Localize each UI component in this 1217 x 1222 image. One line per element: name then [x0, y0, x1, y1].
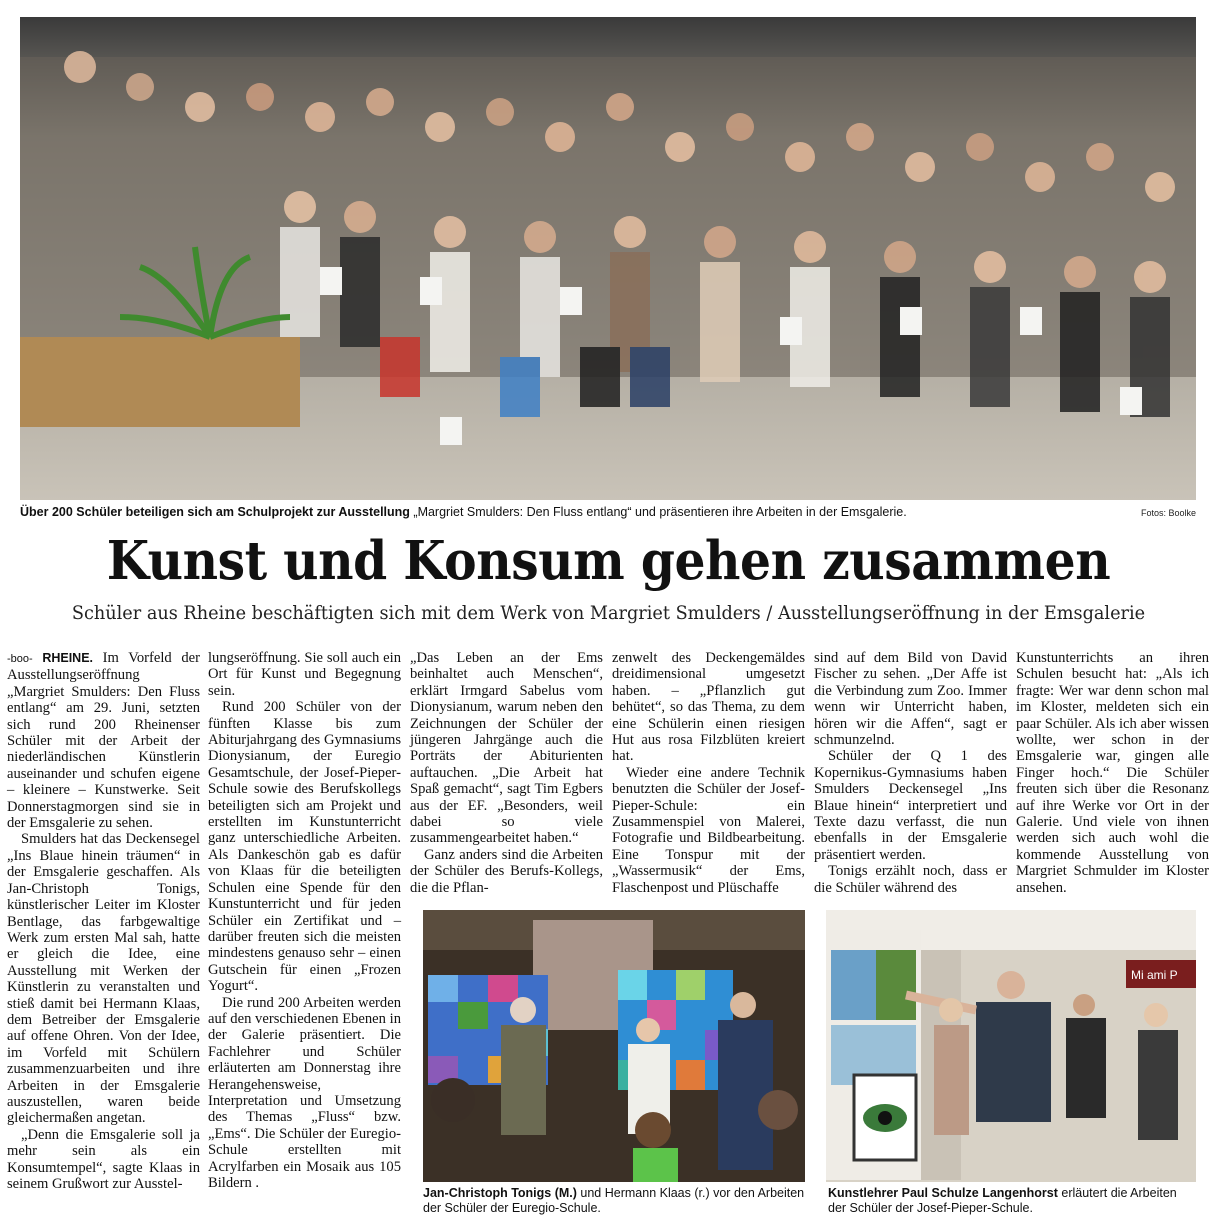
col4-para-1: zenwelt des Deckengemäldes dreidimensional umgesetzt haben. – „Pflanzlich gut behütet“, so das Thema, zu dem eine Schülerin einen riesigen Hut aus rosa Filzblüten kreiert hat. [612, 650, 805, 765]
col1-text-1: Im Vorfeld der Ausstellungseröffnung „Margriet Smulders: Den Fluss entlang“ am 29. Juni, setzten sich rund 200 Rheinenser Schüler mit der Arbeit der niederländischen Künstlerin auseinander und schufen eigene – kleinere – Kunstwerke. Seit Donnerstagmorgen sind sie in der Emsgalerie zu sehen. [7, 650, 200, 832]
subheadline: Schüler aus Rheine beschäftigten sich mit dem Werk von Margriet Smulders / Ausstellungseröffnung in der Emsgalerie [71, 602, 1146, 624]
article-column-2 [208, 650, 401, 1191]
photo-euregio-schule [423, 910, 805, 1182]
col2-para-3: Die rund 200 Arbeiten werden auf den verschiedenen Ebenen in der Galerie präsentiert. Die Fachlehrer und Schüler erläuterten am Donnerstag ihre Herangehensweise, Interpretation und Umsetzung des Themas „Fluss“ bzw. „Ems“. Die Schüler der Euregio-Schule erstellten mit Acrylfarben ein Mosaik aus 105 Bildern . [208, 994, 401, 1191]
article-column-4 [612, 650, 805, 896]
article-column-6 [1016, 650, 1209, 896]
main-caption-bold: Über 200 Schüler beteiligen sich am Schulprojekt zur Ausstellung [20, 505, 410, 519]
main-photo-caption [20, 505, 1020, 520]
col1-para-1 [7, 650, 200, 831]
col6-para-1: Kunstunterrichts an ihren Schulen besucht hat: „Als ich fragte: Wer war denn schon mal im Kloster, meldeten sich ein paar Schüler. Als ich aber wissen wollte, wer schon in der Emsgalerie war, gingen alle Finger hoch.“ Die Schüler freuten sich über die Resonanz auf ihre Werke vor Ort in der Galerie. Und viele von ihnen werden sich auch wohl die kommende Ausstellung von Margriet Schmulder im Kloster ansehen. [1016, 650, 1209, 896]
author-tag: -boo- [7, 653, 33, 665]
photo3-caption-bold: Kunstlehrer Paul Schulze Langenhorst [828, 1186, 1058, 1200]
col2-para-2: Rund 200 Schüler von der fünften Klasse bis zum Abiturjahrgang des Gymnasiums Dionysianum, der Euregio Gesamtschule, der Josef-Pieper-Schule sowie des Berufskollegs beteiligten sich am Projekt und erstellten im Kunstunterricht ganz unterschiedliche Arbeiten. Als Dankeschön gab es dafür von Klaas für die beteiligten Schulen eine Spende für den Kunstunterricht und für jeden Schüler ein Zertifikat und – darüber freuten sich die meisten mindestens genauso sehr – einen Gutschein für einen „Frozen Yogurt“. [208, 699, 401, 995]
col4-para-2: Wieder eine andere Technik benutzten die Schüler der Josef-Pieper-Schule: ein Zusammenspiel von Malerei, Fotografie und Bildbearbeitung. Eine Tonspur mit der „Wassermusik“ der Ems, Flaschenpost und Plüschaffe [612, 764, 805, 896]
photo-josef-pieper-schule [826, 910, 1196, 1182]
photo3-caption [828, 1186, 1198, 1216]
article-column-1 [7, 650, 200, 1192]
col3-para-1: „Das Leben an der Ems beinhaltet auch Menschen“, erklärt Irmgard Sabelus vom Dionysianum, warum neben den Zeichnungen der Schüler der jüngeren Jahrgänge auch die Porträts der Abiturienten auftauchen. „Die Arbeit hat Spaß gemacht“, sagt Tim Egbers aus der EF. „Besonders, weil dabei so viele zusammengearbeitet haben.“ [410, 650, 603, 847]
store-sign-text: Mi ami P [1131, 968, 1178, 982]
article-column-3 [410, 650, 603, 896]
col5-para-3: Tonigs erzählt noch, dass er die Schüler während des [814, 863, 1007, 896]
headline: Kunst und Konsum gehen zusammen [106, 530, 1111, 592]
dateline: RHEINE. [42, 651, 94, 665]
photo2-caption-bold: Jan-Christoph Tonigs (M.) [423, 1186, 577, 1200]
col3-para-2: Ganz anders sind die Arbeiten der Schüler des Berufs-Kollegs, die die Pflan- [410, 846, 603, 896]
col1-para-3: „Denn die Emsgalerie soll ja mehr sein als ein Konsumtempel“, sagte Klaas in seinem Grußwort zur Ausstel- [7, 1126, 200, 1192]
col1-para-2: Smulders hat das Deckensegel „Ins Blaue hinein träumen“ in der Emsgalerie geschaffen. Als Jan-Christoph Tonigs, künstlerischer Leiter im Kloster Bentlage, das farbgewaltige Werk zum ersten Mal sah, hatte er gleich die Idee, eine Ausstellung mit Werken der Künstlerin zu veranstalten und stieß damit bei Hermann Klaas, dem Betreiber der Emsgalerie auf offene Ohren. Von der Idee, im Vorfeld mit Schülern zusammenzuarbeiten und ihre Arbeiten in der Emsgalerie auszustellen, waren beide gleichermaßen angetan. [7, 831, 200, 1127]
photo2-caption [423, 1186, 805, 1216]
group-photo [20, 17, 1196, 500]
photo-credit: Fotos: Boolke [1140, 508, 1196, 518]
col2-para-1: lungseröffnung. Sie soll auch ein Ort für Kunst und Begegnung sein. [208, 650, 401, 699]
article-column-5 [814, 650, 1007, 896]
col5-para-2: Schüler der Q 1 des Kopernikus-Gymnasiums haben Smulders Deckensegel „Ins Blaue hinein“ interpretiert und Texte dazu verfasst, die nun ebenfalls in der Emsgalerie präsentiert werden. [814, 748, 1007, 863]
col5-para-1: sind auf dem Bild von David Fischer zu sehen. „Der Affe ist die Verbindung zum Zoo. Immer wenn wir Unterricht haben, hören wir die Affen“, sagt er schmunzelnd. [814, 650, 1007, 749]
photo2-caption-text: und Hermann Klaas (r.) vor den Arbeiten der Schüler der Euregio-Schule. [423, 1186, 805, 1215]
main-caption-text: „Margriet Smulders: Den Fluss entlang“ und präsentieren ihre Arbeiten in der Emsgalerie. [413, 505, 907, 519]
photo3-caption-text: erläutert die Arbeiten der Schüler der Josef-Pieper-Schule. [828, 1186, 1177, 1215]
